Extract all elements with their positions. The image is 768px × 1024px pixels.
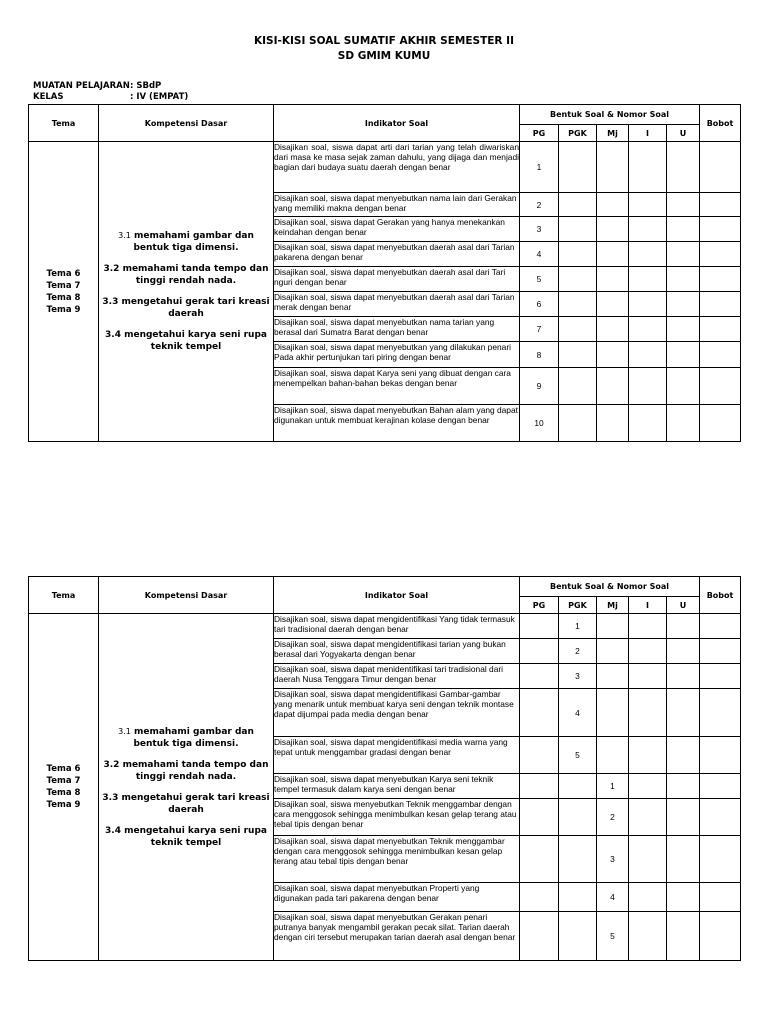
i-cell — [629, 193, 667, 217]
pgk-cell: 4 — [559, 689, 597, 737]
indicator-cell: Disajikan soal, siswa dapat menyebutkan Gerakan penari putranya banyak mengambil gerakan pecak silat. Tarian daerah dengan ciri tersebut merupakan tarian daerah asal dengan benar — [274, 912, 520, 961]
u-cell — [667, 368, 700, 405]
u-cell — [667, 193, 700, 217]
header-pgk: PGK — [559, 125, 597, 142]
tema-label: Tema 6 — [46, 268, 81, 279]
i-cell — [629, 267, 667, 292]
i-cell — [629, 614, 667, 639]
mj-cell — [597, 639, 629, 664]
tema-label: Tema 9 — [46, 304, 81, 315]
mj-cell — [597, 689, 629, 737]
kd-item — [99, 230, 273, 254]
indicator-cell: Disajikan soal, siswa dapat menyebutkan daerah asal dari Tari nguri dengan benar — [274, 267, 520, 292]
header-kompetensi-dasar: Kompetensi Dasar — [99, 577, 274, 614]
pg-cell: 6 — [520, 292, 559, 317]
pgk-cell — [559, 405, 597, 442]
i-cell — [629, 912, 667, 961]
tema-label: Tema 7 — [46, 280, 81, 291]
kd-item — [99, 726, 273, 750]
bobot-cell — [700, 193, 741, 217]
header-mj: Mj — [597, 597, 629, 614]
header-indikator-soal: Indikator Soal — [274, 577, 520, 614]
kd-text: memahami gambar dan bentuk tiga dimensi. — [133, 726, 254, 749]
document-title: KISI-KISI SOAL SUMATIF AKHIR SEMESTER II — [254, 35, 514, 47]
mj-cell — [597, 737, 629, 774]
bobot-cell — [700, 689, 741, 737]
header-pgk: PGK — [559, 597, 597, 614]
pgk-cell — [559, 799, 597, 836]
i-cell — [629, 405, 667, 442]
i-cell — [629, 142, 667, 193]
mj-cell — [597, 193, 629, 217]
tema-cell — [29, 614, 99, 961]
pg-cell: 2 — [520, 193, 559, 217]
i-cell — [629, 737, 667, 774]
i-cell — [629, 883, 667, 912]
mj-cell — [597, 317, 629, 342]
class-value: : IV (EMPAT) — [130, 92, 189, 102]
bobot-cell — [700, 614, 741, 639]
u-cell — [667, 883, 700, 912]
bobot-cell — [700, 774, 741, 799]
pg-cell — [520, 883, 559, 912]
mj-cell — [597, 292, 629, 317]
u-cell — [667, 217, 700, 242]
bobot-cell — [700, 912, 741, 961]
indicator-cell: Disajikan soal, siswa dapat menyebutkan nama tarian yang berasal dari Sumatra Barat dengan benar — [274, 317, 520, 342]
indicator-cell: Disajikan soal, siswa dapat mengidentifikasi media warna yang tepat untuk menggambar gradasi dengan benar — [274, 737, 520, 774]
mj-cell: 5 — [597, 912, 629, 961]
bobot-cell — [700, 639, 741, 664]
mj-cell — [597, 242, 629, 267]
indicator-cell: Disajikan soal, siswa dapat menyebutkan Bahan alam yang dapat digunakan untuk membuat kerajinan kolase dengan benar — [274, 405, 520, 442]
pgk-cell — [559, 267, 597, 292]
subject-label: MUATAN PELAJARAN — [33, 81, 130, 91]
indicator-cell: Disajikan soal, siswa dapat menidentifikasi tari tradisional dari daerah Nusa Tenggara Timur dengan benar — [274, 664, 520, 689]
tema-label: Tema 8 — [46, 292, 81, 303]
header-bobot: Bobot — [700, 105, 741, 142]
i-cell — [629, 242, 667, 267]
subject-value: : SBdP — [130, 81, 162, 91]
pgk-cell — [559, 368, 597, 405]
kd-item: 3.3 mengetahui gerak tari kreasi daerah — [102, 792, 270, 815]
pg-cell: 8 — [520, 342, 559, 368]
u-cell — [667, 664, 700, 689]
table-row — [29, 142, 741, 193]
pgk-cell — [559, 317, 597, 342]
u-cell — [667, 836, 700, 883]
school-name: SD GMIM KUMU — [337, 50, 431, 62]
header-i: I — [629, 125, 667, 142]
kisi-kisi-table-1 — [28, 104, 741, 442]
mj-cell — [597, 614, 629, 639]
header-pg: PG — [520, 125, 559, 142]
indicator-cell: Disajikan soal, siswa dapat menyebutkan Teknik menggambar dengan cara menggosok sehingga menimbulkan kesan gelap terang atau tebal tipis dengan benar — [274, 836, 520, 883]
u-cell — [667, 142, 700, 193]
bobot-cell — [700, 242, 741, 267]
u-cell — [667, 774, 700, 799]
bobot-cell — [700, 142, 741, 193]
indicator-cell: Disajikan soal, siswa dapat Gerakan yang hanya menekankan keindahan dengan benar — [274, 217, 520, 242]
pg-cell: 3 — [520, 217, 559, 242]
mj-cell — [597, 368, 629, 405]
u-cell — [667, 292, 700, 317]
pg-cell — [520, 799, 559, 836]
kd-item: 3.4 mengetahui karya seni rupa teknik tempel — [105, 825, 267, 848]
mj-cell: 1 — [597, 774, 629, 799]
i-cell — [629, 689, 667, 737]
u-cell — [667, 639, 700, 664]
pg-cell — [520, 614, 559, 639]
i-cell — [629, 292, 667, 317]
pg-cell: 7 — [520, 317, 559, 342]
pgk-cell — [559, 193, 597, 217]
i-cell — [629, 317, 667, 342]
indicator-cell: Disajikan soal, siswa dapat menyebutkan yang dilakukan penari Pada akhir pertunjukan tari piring dengan benar — [274, 342, 520, 368]
u-cell — [667, 614, 700, 639]
table-row — [29, 614, 741, 639]
header-mj: Mj — [597, 125, 629, 142]
kompetensi-dasar-cell — [99, 142, 274, 442]
kd-number: 3.1 — [118, 726, 131, 736]
i-cell — [629, 368, 667, 405]
header-u: U — [667, 597, 700, 614]
pgk-cell — [559, 774, 597, 799]
bobot-cell — [700, 405, 741, 442]
bobot-cell — [700, 292, 741, 317]
indicator-cell: Disajikan soal, siswa dapat menyebutkan nama lain dari Gerakan yang memiliki makna dengan benar — [274, 193, 520, 217]
tema-label: Tema 8 — [46, 788, 81, 798]
pg-cell — [520, 737, 559, 774]
i-cell — [629, 836, 667, 883]
kd-item: 3.3 mengetahui gerak tari kreasi daerah — [102, 297, 270, 319]
u-cell — [667, 799, 700, 836]
header-bentuk-soal: Bentuk Soal & Nomor Soal — [520, 577, 700, 597]
u-cell — [667, 242, 700, 267]
kd-text: memahami gambar dan bentuk tiga dimensi. — [133, 231, 254, 253]
pgk-cell — [559, 292, 597, 317]
mj-cell: 3 — [597, 836, 629, 883]
i-cell — [629, 774, 667, 799]
indicator-cell: Disajikan soal, siswa dapat menyebutkan Properti yang digunakan pada tari pakarena dengan benar — [274, 883, 520, 912]
mj-cell — [597, 405, 629, 442]
header-kompetensi-dasar: Kompetensi Dasar — [99, 105, 274, 142]
u-cell — [667, 737, 700, 774]
i-cell — [629, 664, 667, 689]
tema-label: Tema 9 — [46, 800, 81, 810]
i-cell — [629, 799, 667, 836]
pg-cell — [520, 664, 559, 689]
bobot-cell — [700, 883, 741, 912]
pgk-cell — [559, 883, 597, 912]
bobot-cell — [700, 664, 741, 689]
u-cell — [667, 689, 700, 737]
tema-label: Tema 7 — [46, 776, 81, 786]
indicator-cell: Disajikan soal, siswa dapat mengidentifikasi tarian yang bukan berasal dari Yogyakarta dengan benar — [274, 639, 520, 664]
bobot-cell — [700, 267, 741, 292]
pg-cell: 9 — [520, 368, 559, 405]
i-cell — [629, 342, 667, 368]
class-line — [33, 92, 188, 102]
pg-cell: 1 — [520, 142, 559, 193]
indicator-cell: Disajikan soal, siswa dapat Karya seni yang dibuat dengan cara menempelkan bahan-bahan bekas dengan benar — [274, 368, 520, 405]
pgk-cell — [559, 836, 597, 883]
pgk-cell: 1 — [559, 614, 597, 639]
mj-cell — [597, 267, 629, 292]
header-tema: Tema — [29, 577, 99, 614]
mj-cell — [597, 217, 629, 242]
u-cell — [667, 342, 700, 368]
pgk-cell — [559, 217, 597, 242]
u-cell — [667, 317, 700, 342]
mj-cell: 2 — [597, 799, 629, 836]
bobot-cell — [700, 836, 741, 883]
pgk-cell — [559, 142, 597, 193]
pgk-cell — [559, 342, 597, 368]
bobot-cell — [700, 317, 741, 342]
pgk-cell — [559, 912, 597, 961]
bobot-cell — [700, 368, 741, 405]
header-bentuk-soal: Bentuk Soal & Nomor Soal — [520, 105, 700, 125]
pgk-cell: 2 — [559, 639, 597, 664]
indicator-cell: Disajikan soal, siswa dapat mengidentifikasi Gambar-gambar yang menarik untuk membuat karya seni dengan teknik montase dapat dijumpai pada media dengan benar — [274, 689, 520, 737]
pgk-cell: 5 — [559, 737, 597, 774]
pg-cell — [520, 912, 559, 961]
kd-number: 3.1 — [118, 231, 131, 240]
bobot-cell — [700, 799, 741, 836]
indicator-cell: Disajikan soal, siswa dapat mengidentifikasi Yang tidak termasuk tari tradisional daerah dengan benar — [274, 614, 520, 639]
bobot-cell — [700, 217, 741, 242]
mj-cell: 4 — [597, 883, 629, 912]
pgk-cell: 3 — [559, 664, 597, 689]
tema-label: Tema 6 — [46, 764, 81, 774]
kisi-kisi-table-2 — [28, 576, 741, 961]
indicator-cell: Disajikan soal, siswa dapat menyebutkan Karya seni teknik tempel termasuk dalam karya seni dengan benar — [274, 774, 520, 799]
mj-cell — [597, 342, 629, 368]
pg-cell — [520, 774, 559, 799]
header-bobot: Bobot — [700, 577, 741, 614]
mj-cell — [597, 664, 629, 689]
pg-cell: 10 — [520, 405, 559, 442]
header-u: U — [667, 125, 700, 142]
header-i: I — [629, 597, 667, 614]
mj-cell — [597, 142, 629, 193]
header-pg: PG — [520, 597, 559, 614]
indicator-cell: Disajikan soal, siswa menyebutkan Teknik menggambar dengan cara menggosok sehingga menimbulkan kesan gelap terang atau tebal tipis dengan benar — [274, 799, 520, 836]
kd-item: 3.2 memahami tanda tempo dan tinggi rendah nada. — [103, 264, 269, 286]
bobot-cell — [700, 342, 741, 368]
pg-cell — [520, 836, 559, 883]
class-label: KELAS — [33, 92, 64, 102]
header-tema: Tema — [29, 105, 99, 142]
indicator-cell: Disajikan soal, siswa dapat menyebutkan daerah asal dari Tarian pakarena dengan benar — [274, 242, 520, 267]
kd-item: 3.2 memahami tanda tempo dan tinggi rendah nada. — [103, 759, 269, 782]
pg-cell — [520, 689, 559, 737]
i-cell — [629, 639, 667, 664]
u-cell — [667, 405, 700, 442]
pg-cell — [520, 639, 559, 664]
indicator-cell: Disajikan soal, siswa dapat menyebutkan daerah asal dari Tarian merak dengan benar — [274, 292, 520, 317]
pg-cell: 5 — [520, 267, 559, 292]
pgk-cell — [559, 242, 597, 267]
u-cell — [667, 912, 700, 961]
indicator-cell: Disajikan soal, siswa dapat arti dari tarian yang telah diwariskan dari masa ke masa sejak zaman dahulu, yang dijaga dan menjadi bagian dari budaya suatu daerah dengan benar — [274, 142, 520, 193]
subject-line — [33, 81, 161, 91]
header-indikator-soal: Indikator Soal — [274, 105, 520, 142]
pg-cell: 4 — [520, 242, 559, 267]
i-cell — [629, 217, 667, 242]
kompetensi-dasar-cell — [99, 614, 274, 961]
kd-item: 3.4 mengetahui karya seni rupa teknik tempel — [105, 330, 267, 352]
bobot-cell — [700, 737, 741, 774]
u-cell — [667, 267, 700, 292]
tema-cell — [29, 142, 99, 442]
